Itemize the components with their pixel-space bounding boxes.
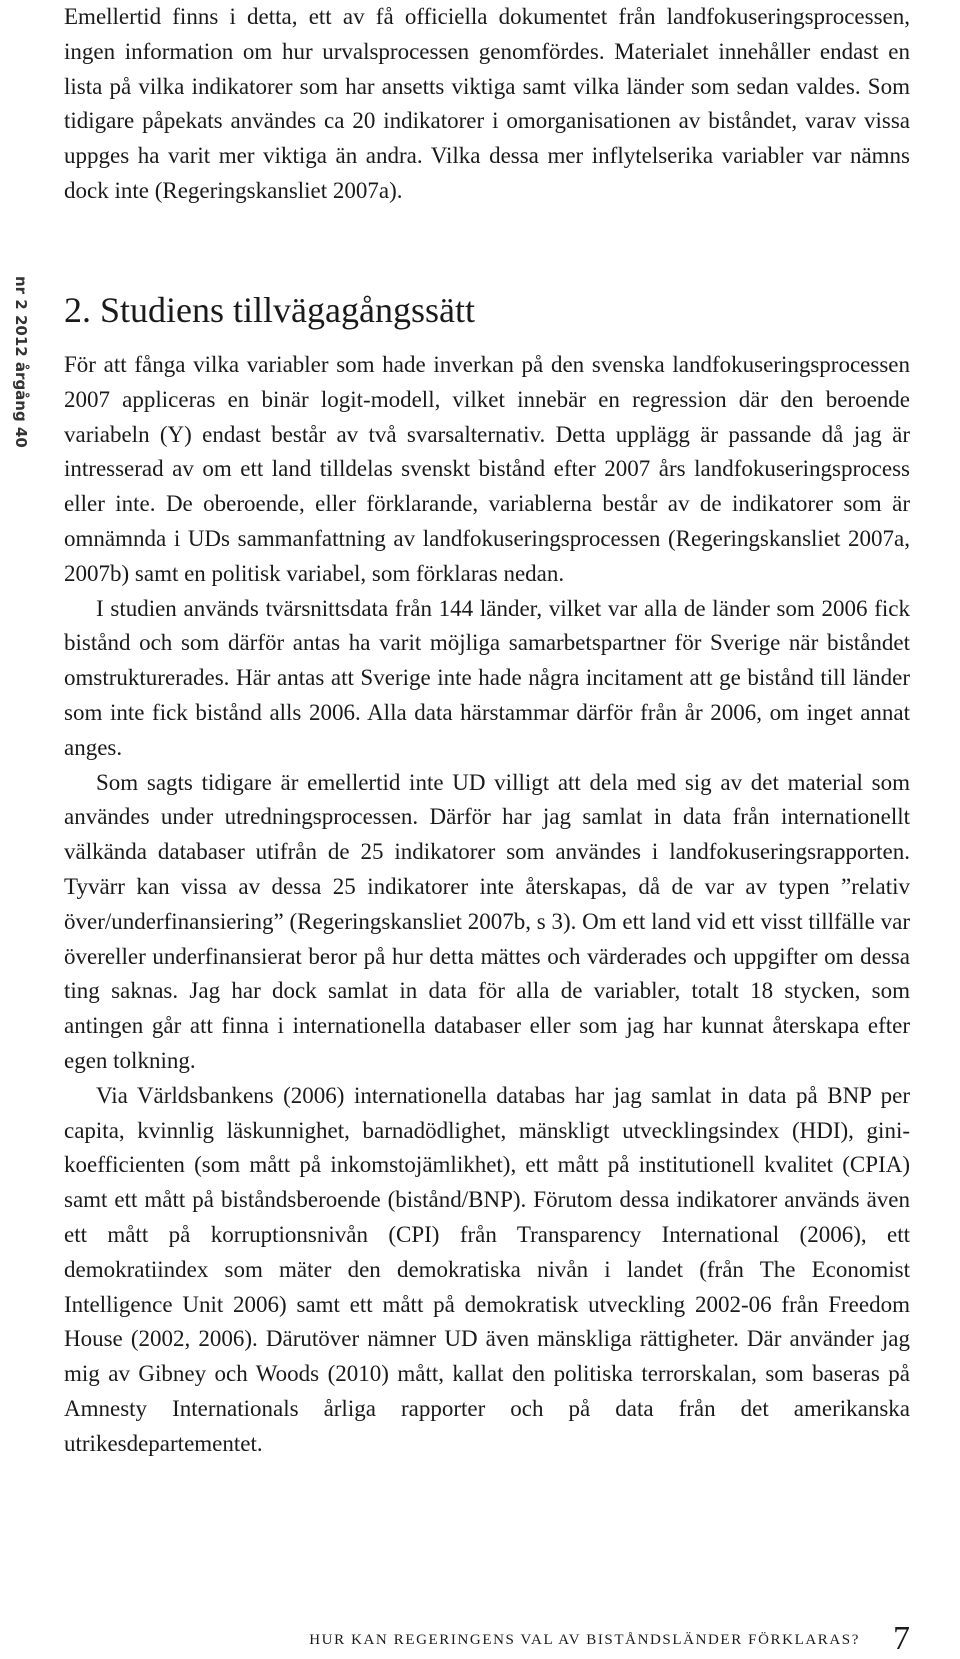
- section-body: [64, 348, 910, 1462]
- body-paragraph-3: Som sagts tidigare är emellertid inte UD villigt att dela med sig av det material som användes under utredningsprocessen. Därför har jag samlat in data från internationellt välkända databaser utifrån de 25 indikatorer som användes i landfokuseringsrapporten. Tyvärr kan vissa av dessa 25 indikatorer inte återskapas, då de var av typen ”relativ över/underfinansiering” (Regeringskansliet 2007b, s 3). Om ett land vid ett visst tillfälle var övereller underfinansierat beror på hur detta mättes och värderades och uppgifter om dessa ting saknas. Jag har dock samlat in data för alla de variabler, totalt 18 stycken, som antingen går att finna i internationella databaser eller som jag har kunnat återskapa efter egen tolkning.: [64, 769, 910, 1073]
- body-paragraph-1: För att fånga vilka variabler som hade inverkan på den svenska landfokuseringsprocessen 2007 appliceras en binär logit-modell, vilket innebär en regression där den beroende variabeln (Y) endast består av två svarsalternativ. Detta upplägg är passande då jag är intresserad av om ett land tilldelas svenskt bistånd efter 2007 års landfokuseringsprocess eller inte. De oberoende, eller förklarande, variablerna består av de indikatorer som är omnämnda i UDs sammanfattning av landfokuseringsprocessen (Regeringskansliet 2007a, 2007b) samt en politisk variabel, som förklaras nedan.: [64, 352, 910, 586]
- running-head: HUR KAN REGERINGENS VAL AV BISTÅNDSLÄNDER FÖRKLARAS?: [309, 1632, 860, 1648]
- intro-paragraph: Emellertid finns i detta, ett av få officiella dokumentet från landfokuseringsprocessen, ingen information om hur urvalsprocessen genomfördes. Materialet innehåller endast en lista på vilka indikatorer som har ansetts viktiga samt vilka länder som sedan valdes. Som tidigare påpekats användes ca 20 indikatorer i omorganisationen av biståndet, varav vissa uppges ha varit mer viktiga än andra. Vilka dessa mer inflytelserika variabler var nämns dock inte (Regeringskansliet 2007a).: [64, 4, 910, 203]
- page-number: 7: [893, 1620, 910, 1657]
- body-paragraph-2: I studien används tvärsnittsdata från 144 länder, vilket var alla de länder som 2006 fick bistånd och som därför antas ha varit möjliga samarbetspartner för Sverige när biståndet omstrukturerades. Här antas att Sverige inte hade några incitament att ge bistånd till länder som inte fick bistånd alls 2006. Alla data härstammar därför från år 2006, om inget annat anges.: [64, 595, 910, 760]
- page-footer: [0, 1620, 960, 1659]
- body-paragraph-4: Via Världsbankens (2006) internationella databas har jag samlat in data på BNP per capita, kvinnlig läskunnighet, barnadödlighet, mänskligt utvecklingsindex (HDI), gini-koefficienten (som mått på inkomstojämlikhet), ett mått på institutionell kvalitet (CPIA) samt ett mått på biståndsberoende (bistånd/BNP). Förutom dessa indikatorer används även ett mått på korruptionsnivån (CPI) från Transparency International (2006), ett demokratiindex som mäter den demokratiska nivån i landet (från The Economist Intelligence Unit 2006) samt ett mått på demokratisk utveckling 2002-06 från Freedom House (2002, 2006). Därutöver nämner UD även mänskliga rättigheter. Där använder jag mig av Gibney och Woods (2010) mått, kallat den politiska terrorskalan, som baseras på Amnesty Internationals årliga rapporter och på data från det amerikanska utrikesdepartementet.: [64, 1082, 910, 1456]
- section-heading: 2. Studiens tillvägagångssätt: [64, 290, 475, 330]
- journal-issue-label: nr 2 2012 årgång 40: [12, 276, 30, 448]
